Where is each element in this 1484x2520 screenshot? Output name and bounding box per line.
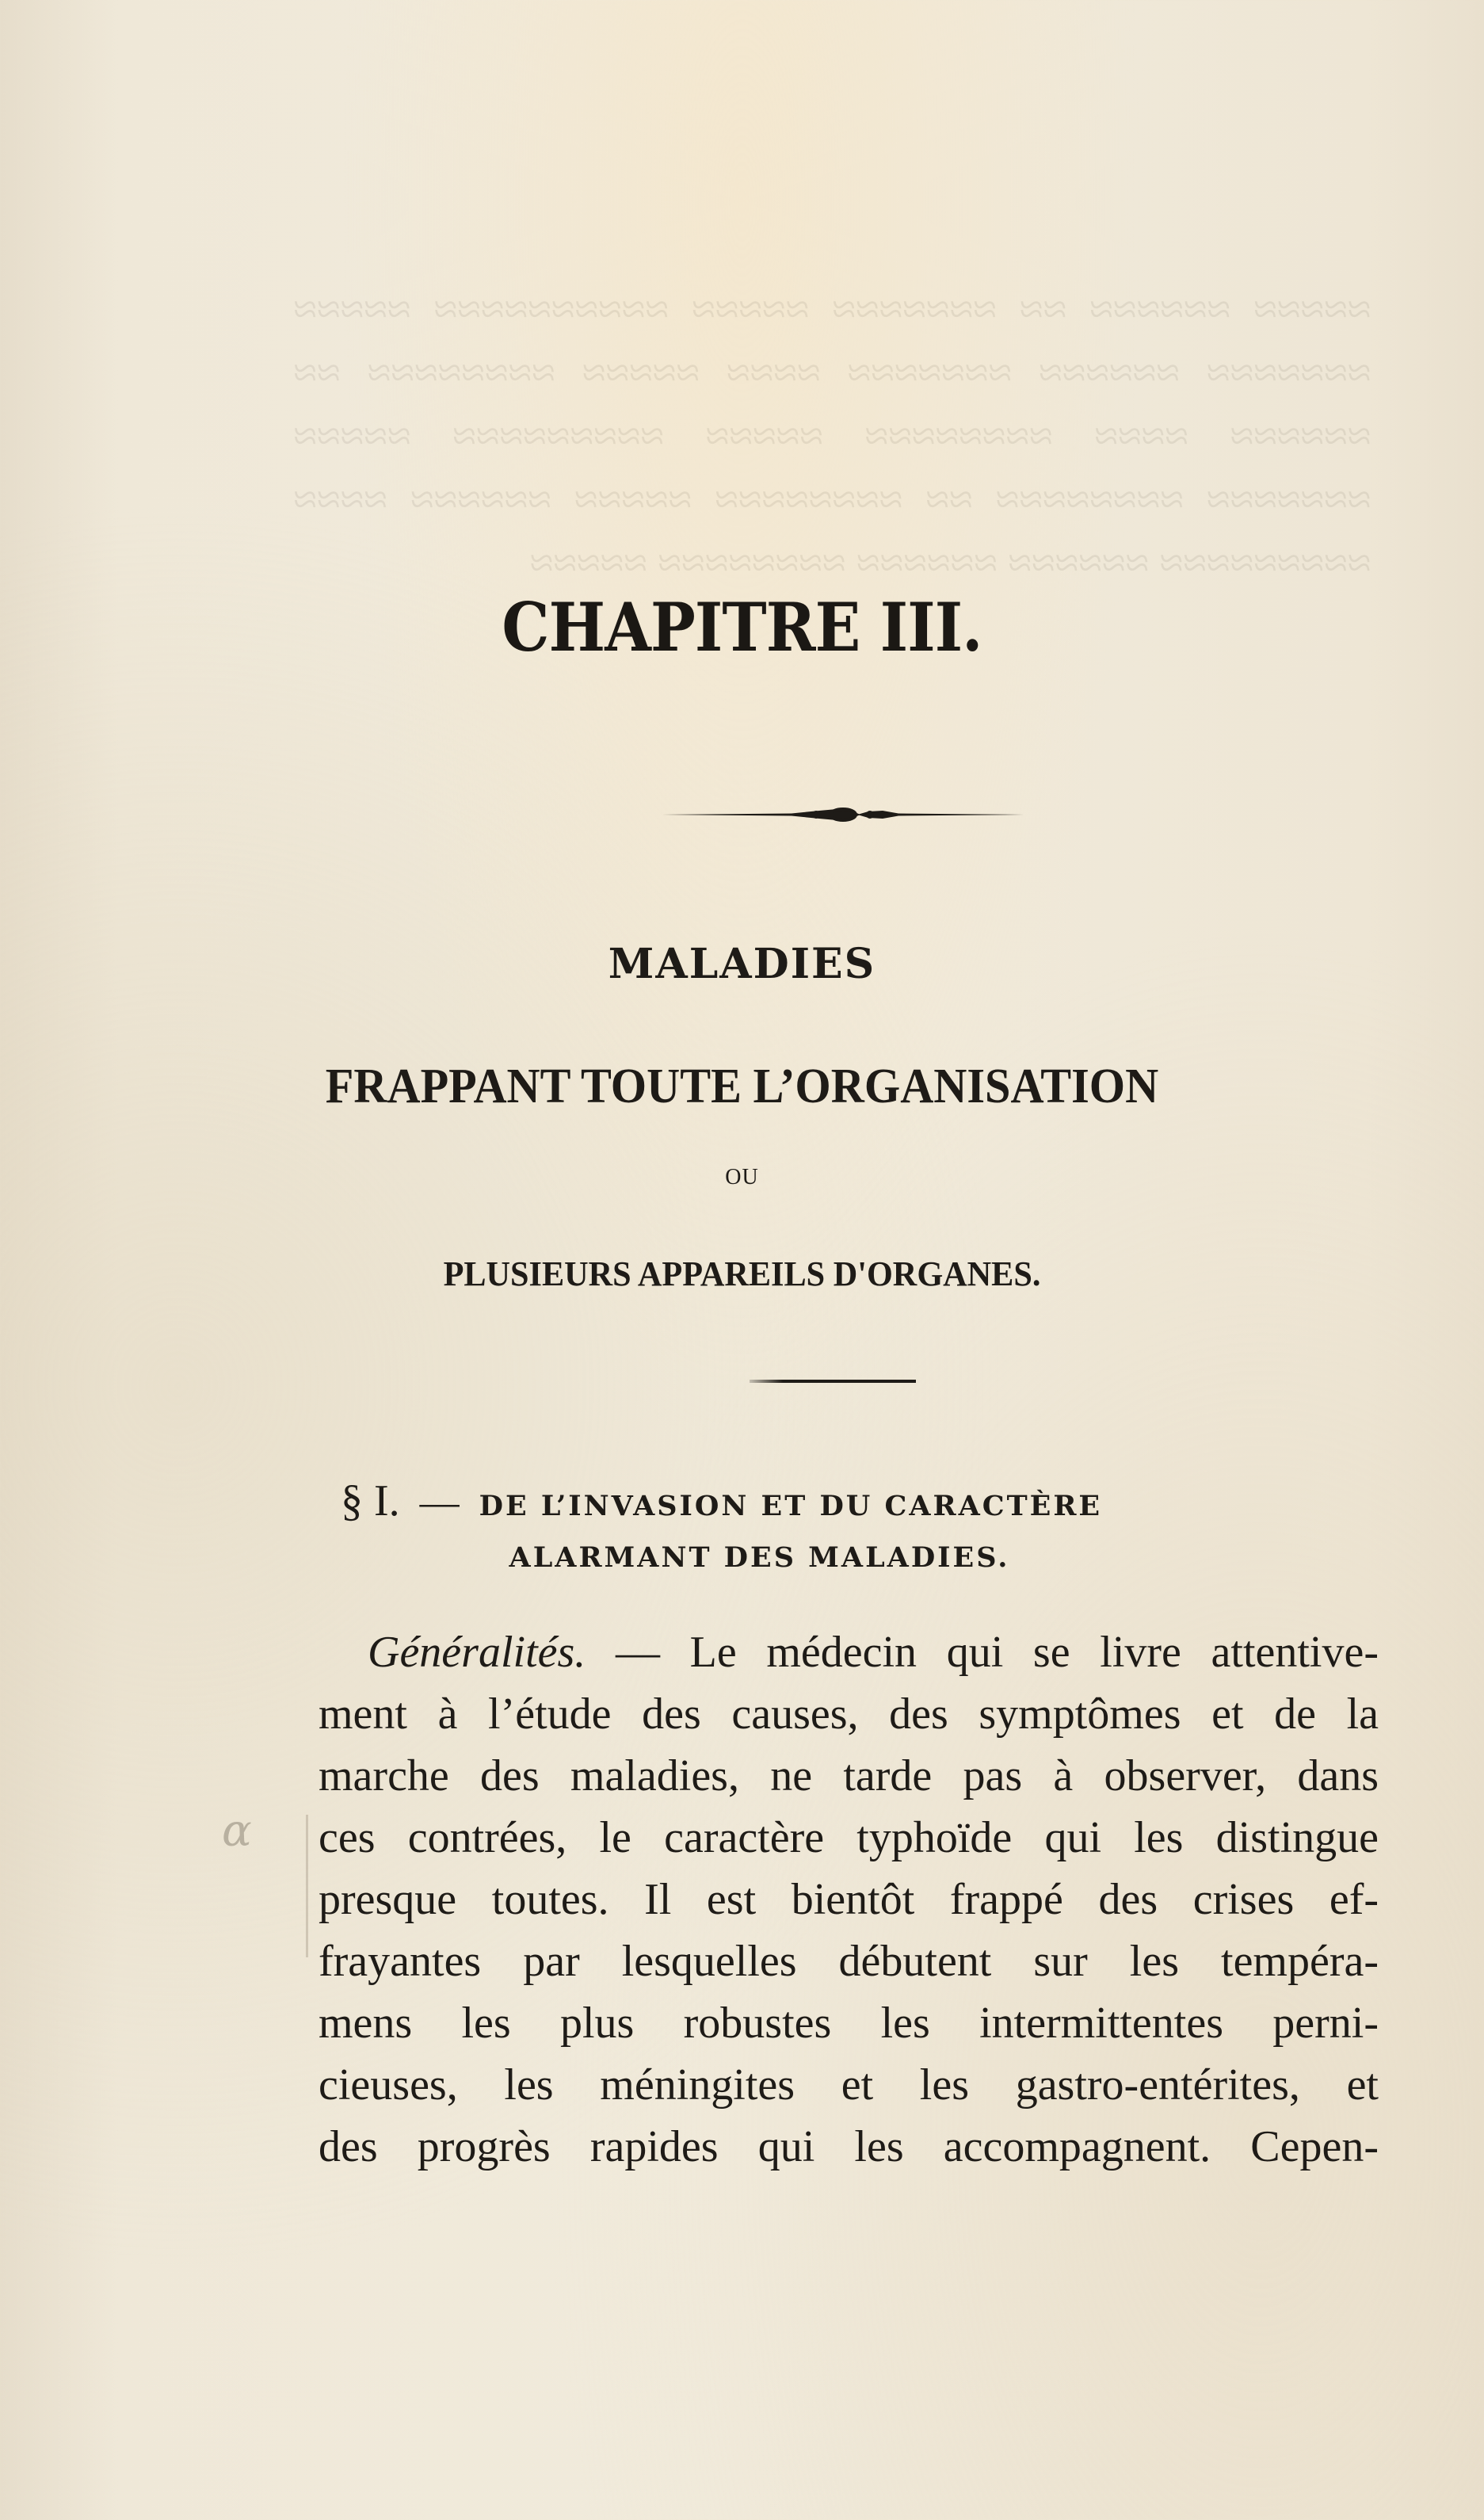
section-title-plusieurs: PLUSIEURS APPAREILS D'ORGANES. (443, 1254, 1041, 1293)
body-line: frayantes par lesquelles débutent sur les tempéra- (319, 1937, 1379, 1986)
section-mark: § I. (341, 1476, 400, 1525)
body-paragraph (319, 1621, 1379, 2178)
body-line: marche des maladies, ne tarde pas à observer, dans (319, 1751, 1379, 1800)
section-title-subline: FRAPPANT TOUTE L’ORGANISATION (325, 1060, 1159, 1113)
body-line: presque toutes. Il est bientôt frappé des crises ef- (319, 1875, 1379, 1924)
body-line: ment à l’étude des causes, des symptômes et de la (319, 1690, 1379, 1739)
pencil-margin-bar (306, 1815, 308, 1957)
body-line: Généralités. — Le médecin qui se livre attentive- (368, 1628, 1379, 1677)
chapter-heading: CHAPITRE III. (502, 588, 982, 666)
section-dash: — (419, 1480, 460, 1524)
body-line: des progrès rapides qui les accompagnent. Cepen- (319, 2122, 1379, 2171)
body-line: cieuses, les méningites et les gastro-entérites, et (319, 2060, 1379, 2110)
section-title-ou: OU (725, 1165, 759, 1189)
lead-italic: Généralités. (368, 1628, 586, 1677)
pencil-margin-mark: α (222, 1805, 252, 1857)
section-title-maladies: MALADIES (608, 940, 876, 988)
ornament-divider (661, 799, 1025, 830)
subsection-title-line1: DE L’INVASION ET DU CARACTÈRE (479, 1490, 1103, 1522)
body-line: mens les plus robustes les intermittentes perni- (319, 1999, 1379, 2048)
subsection-title-line2: ALARMANT DES MALADIES. (509, 1541, 1010, 1574)
bleed-through-texture: ≈≈≈≈≈ ≈≈≈≈≈≈ ≈≈ ≈≈≈≈≈≈≈ ≈≈≈≈≈ ≈≈≈≈≈≈≈≈≈≈ ≈≈≈≈≈ ≈≈≈≈≈≈≈ ≈≈≈≈≈≈ ≈≈≈≈≈≈≈ ≈≈≈≈ ≈≈≈≈≈ ≈≈≈≈≈≈≈≈ ≈≈ ≈≈≈≈≈≈ ≈≈≈≈ ≈≈≈≈≈≈≈≈ ≈≈≈≈≈ ≈≈≈≈≈≈≈≈≈ ≈≈≈≈≈ ≈≈≈≈≈≈≈ ≈≈≈≈≈≈≈≈ ≈≈ ≈≈≈≈≈≈≈≈ ≈≈≈≈≈ ≈≈≈≈≈≈ ≈≈≈≈ ≈≈≈≈≈≈≈≈≈ ≈≈≈≈≈≈ ≈≈≈≈≈≈ ≈≈≈≈≈≈≈≈ ≈≈≈≈≈ (293, 285, 1371, 586)
body-line: ces contrées, le caractère typhoïde qui les distingue (319, 1813, 1379, 1862)
short-rule-divider (750, 1380, 916, 1383)
subsection-heading (341, 1476, 1387, 1526)
